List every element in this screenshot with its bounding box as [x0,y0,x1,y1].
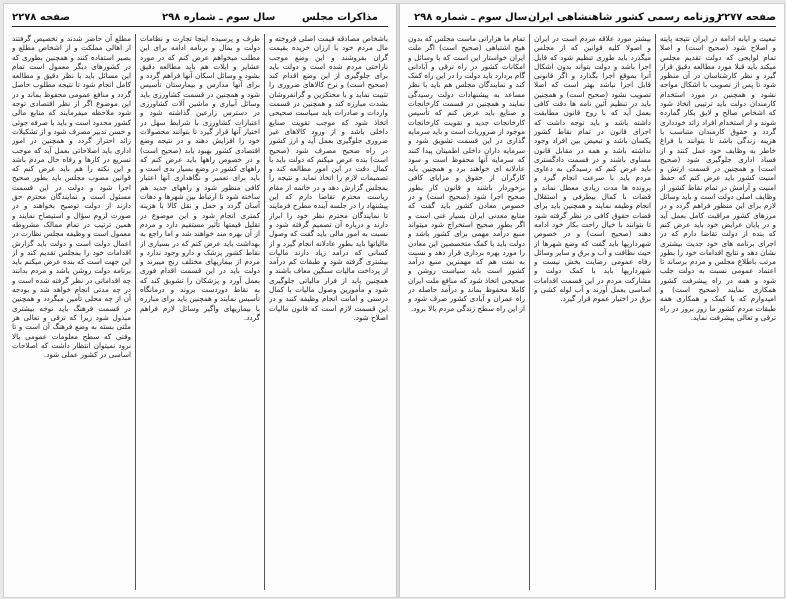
right-page-header [408,12,776,26]
right-header-rule [408,26,776,27]
right-page-number: صفحه ۲۲۷۷ [717,12,776,23]
left-page-column-2 [140,34,260,590]
left-page-column-3 [269,34,388,590]
column-text: تمام ما هزارانی ماست مجلس که بدون هیچ اشتباهی (صحیح است) اگر ملت ایران خواستار این است که با وسائل و امکانات کشور در راه ترقی و آبادانی گام بردارد باید دولت را در این راه کمک کند و نمایندگان مجلس هم باید با نظر مساعد به پیشنهادات دولت رسیدگی نمایند و همچنین در قسمت کارخانجات و صنایع باید عرض کنم که تأسیس کارخانجات جدید و تقویت کارخانجات موجود از ضروریات است و باید سرمایه گذاری در این قسمت تشویق شود و سرمایه داران داخلی اطمینان پیدا کنند که سرمایه آنها محفوظ است و سود عادلانه ای خواهند برد و همچنین باید کارگران از حقوق و مزایای کافی برخوردار باشند و قانون کار بطور صحیح اجرا شود (صحیح است) و در خصوص معادن کشور باید گفت که منابع معدنی ایران بسیار غنی است و اگر بطور صحیح استخراج شود میتواند منبع درآمد مهمی برای کشور باشد و دولت باید با کمک متخصصین این معادن را مورد بهره برداری قرار دهد و نسبت به نفت هم که مهمترین منبع درآمد کشور است باید سیاست روشن و صحیحی اتخاذ شود که منافع ملت ایران کاملا محفوظ بماند و درآمد حاصله در راه عمران و آبادی کشور صرف شود و از این راه سطح زندگی مردم بالا برود. [408,34,525,313]
column-text: باشخاص مصادقه قیمت اصلی فروخته و مال مردم خود با ارزان خریده بقیمت گران بفروشند و این وضع موجب ناراحتی مردم شده است و دولت باید برای جلوگیری از این وضع اقدام کند (صحیح است) و نرخ کالاهای ضروری را تثبیت نماید و با محتکرین و گرانفروشان بشدت مبارزه کند و همچنین در قسمت واردات و صادرات باید سیاست صحیحی اتخاذ شود که موجب تقویت صنایع داخلی باشد و از ورود کالاهای غیر ضروری جلوگیری بعمل آید و ارز کشور در راه صحیح مصرف شود (صحیح است) بنده عرض میکنم که دولت باید با کمال دقت در این امور مطالعه کند و تصمیمات لازم را اتخاذ نماید و نتیجه را بمجلس گزارش دهد و در خاتمه از مقام ریاست محترم تقاضا دارم که این پیشنهاد را در جلسه آینده مطرح فرمایند تا نمایندگان محترم نظر خود را ابراز دارند و درباره آن تصمیم گرفته شود و نسبت به امور مالی باید گفت که وصول مالیاتها باید بطور عادلانه انجام گیرد و از کسانی که درآمد زیاد دارند مالیات بیشتری گرفته شود و طبقات کم درآمد از پرداخت مالیات سنگین معاف باشند و همچنین باید از فرار مالیاتی جلوگیری شود و مأمورین وصول مالیات با کمال درستی و امانت انجام وظیفه کنند و در این قسمت لازم است که قانون مالیات اصلاح شود. [269,34,388,322]
right-page [400,4,784,597]
right-page-column-2 [534,34,651,590]
newspaper-spread [3,3,785,598]
column-text: تبعیت و ایابه ادامه در ایران نتیجه پایته و اصلاح شود (صحیح است) و اصلا تمام لوایحی که دولت تقدیم مجلس میکند باید قبلا مورد مطالعه دقیق قرار گیرد و نظر کارشناسان در آن منظور شود تا پس از تصویب با اشکال مواجه نشود و همچنین در مورد استخدام کارمندان دولت باید ترتیبی اتخاذ شود که اشخاص صالح و لایق بکار گمارده شوند و از استخدام افراد زائد خودداری گردد و حقوق کارمندان متناسب با هزینه زندگی باشد تا بتوانند با فراغ خاطر به وظایف خود عمل کنند و از فساد اداری جلوگیری شود (صحیح است) و همچنین در قسمت ارتش و امنیت کشور باید عرض کنم که حفظ امنیت و آرامش در تمام نقاط کشور از وظایف اصلی دولت است و باید وسائل لازم برای این منظور فراهم گردد و در مرزهای کشور مراقبت کامل بعمل آید و در پایان عرایض خود باید عرض کنم که بنده از دولت تقاضا دارم که در اجرای برنامه های خود جدیت بیشتری نشان دهد و نتایج اقدامات خود را بطور مرتب باطلاع مجلس و مردم برساند تا اعتماد عمومی نسبت به دولت جلب شود و همه در راه پیشرفت کشور همکاری نمایند (صحیح است) و امیدوارم که با کمک و همکاری همه طبقات مردم کشور ما روز بروز در راه ترقی و تعالی پیشرفت نماید. [660,34,776,322]
left-header-rule [12,26,388,27]
left-page-section-title: مذاکرات مجلس [301,12,378,23]
left-page-column-1 [12,34,131,590]
right-page-issue: سال سوم ـ شماره ۲۹۸ [414,12,528,23]
left-page-issue: سال سوم ـ شماره ۲۹۸ [162,12,276,23]
column-divider [264,34,265,590]
column-text: طرف و پرسیده اینجا تجارت و نظامات دولت و بمال و برنامه ادامه برای این مطلب میخواهم عرض کنم که در مورد عشایر و ایلات هم باید مطالعه دقیق بشود و وسائل اسکان آنها فراهم گردد و برای آنها مدارس و بیمارستان تأسیس شود و همچنین در قسمت کشاورزی باید وسائل آبیاری و ماشین آلات کشاورزی در دسترس زارعین گذاشته شود و اعتبارات کشاورزی با شرایط سهل در اختیار آنها قرار گیرد تا بتوانند محصولات خود را افزایش دهند و در نتیجه وضع اقتصادی کشور بهبود یابد (صحیح است) و در خصوص راهها باید عرض کنم که راههای کشور در وضع بسیار بدی است و باید برای تعمیر و نگاهداری آنها اعتبار کافی منظور شود و راههای جدید هم ساخته شود تا ارتباط بین شهرها و دهات آسان گردد و حمل و نقل کالا با هزینه کمتری انجام شود و این موضوع در تقلیل قیمتها تأثیر مستقیم دارد و مردم از آن بهره مند خواهند شد و اما راجع به بهداشت باید عرض کنم که در بسیاری از نقاط کشور پزشک و دارو وجود ندارد و مردم از بیماریهای مختلف رنج میبرند و دولت باید در این قسمت اقدام فوری بعمل آورد و پزشکان را تشویق کند که به نقاط دوردست بروند و درمانگاه تأسیس نمایند و همچنین باید برای مبارزه با بیماریهای واگیر وسائل لازم فراهم گردد. [140,34,260,322]
column-text: بیشتر مورد علاقه مردم است در ایران و اصولا کلیه قوانین که از مجلس میگذرد باید طوری تنظیم شود که قابل اجرا باشد و دولت بتواند بدون اشکال آنرا بموقع اجرا بگذارد و اگر قانونی قابل اجرا نباشد بهتر است که اصلا تصویب نشود (صحیح است) و همچنین باید در تنظیم آئین نامه ها دقت کافی بعمل آید که با روح قانون مطابقت داشته باشد و باید توجه داشت که اجرای قانون در تمام نقاط کشور یکسان باشد و تبعیض بین افراد وجود نداشته باشد و همه در مقابل قانون مساوی باشند و در قسمت دادگستری باید عرض کنم که رسیدگی به دعاوی مردم باید با سرعت انجام گیرد و پرونده ها مدت زیادی معطل نماند و قضات با کمال بیطرفی و استقلال انجام وظیفه نمایند و همچنین باید برای قضات حقوق کافی در نظر گرفته شود تا بتوانند با خیال راحت بکار خود ادامه دهند (صحیح است) و در خصوص شهرداریها باید گفت که وضع شهرها از حیث نظافت و آب و برق و سایر وسائل رفاه عمومی رضایت بخش نیست و شهرداریها باید با کمک دولت و مشارکت مردم در این قسمت اقدامات اساسی بعمل آورند و آب لوله کشی و برق در اختیار عموم قرار گیرد. [534,34,651,304]
column-text: مطلع آن حاضر شدند و تخصیص گرفتند از اهالی مملکت و از اشخاص مطلع و بصیر استفاده کنند و همچنین بطوری که در کشورهای دیگر معمول است تمام این مسائل باید با نظر دقیق و مطالعه کامل انجام شود تا نتیجه مطلوب حاصل گردد و منافع عمومی محفوظ بماند و در این موضوع اگر از نظر اقتصادی توجه شود ملاحظه میفرمایند که منابع مالی کشور محدود است و باید با صرفه جوئی و حسن تدبیر مصرف شود و از تشکیلات زائد احتراز گردد و همچنین در امور اداری باید اصلاحاتی بعمل آید که موجب تسریع در کارها و رفاه حال مردم باشد و این نکته را هم باید عرض کنم که قوانین مصوب مجلس باید بطور صحیح اجرا شود و دولت در این قسمت مسئول است و نمایندگان محترم حق دارند از دولت توضیح بخواهند و در صورت لزوم سؤال و استیضاح نمایند و همین ترتیب در تمام ممالک مشروطه معمول است و وظیفه مجلس نظارت در اعمال دولت است و دولت باید گزارش اقدامات خود را بمجلس تقدیم کند و از این جهت است که بنده عرض میکنم باید برنامه دولت روشن باشد و مردم بدانند چه اقداماتی در نظر گرفته شده است و در چه مدتی انجام خواهد شد و بودجه آن از چه محلی تأمین میگردد و همچنین در قسمت فرهنگ باید توجه بیشتری مبذول شود زیرا که ترقی و تعالی هر ملتی بسته به وضع فرهنگ آن است و تا وقتی که سطح معلومات عمومی بالا نرود نمیتوان انتظار داشت که اصلاحات اساسی در کشور عملی شود. [12,34,131,360]
column-divider [655,34,656,590]
right-page-section-title: روزنامه رسمی کشور شاهنشاهی ایران [528,12,721,23]
column-divider [529,34,530,590]
left-page [4,4,396,597]
right-page-column-1 [408,34,525,590]
left-page-number: صفحه ۲۲۷۸ [12,12,71,23]
right-page-column-3 [660,34,776,590]
column-divider [135,34,136,590]
left-page-header [12,12,388,26]
